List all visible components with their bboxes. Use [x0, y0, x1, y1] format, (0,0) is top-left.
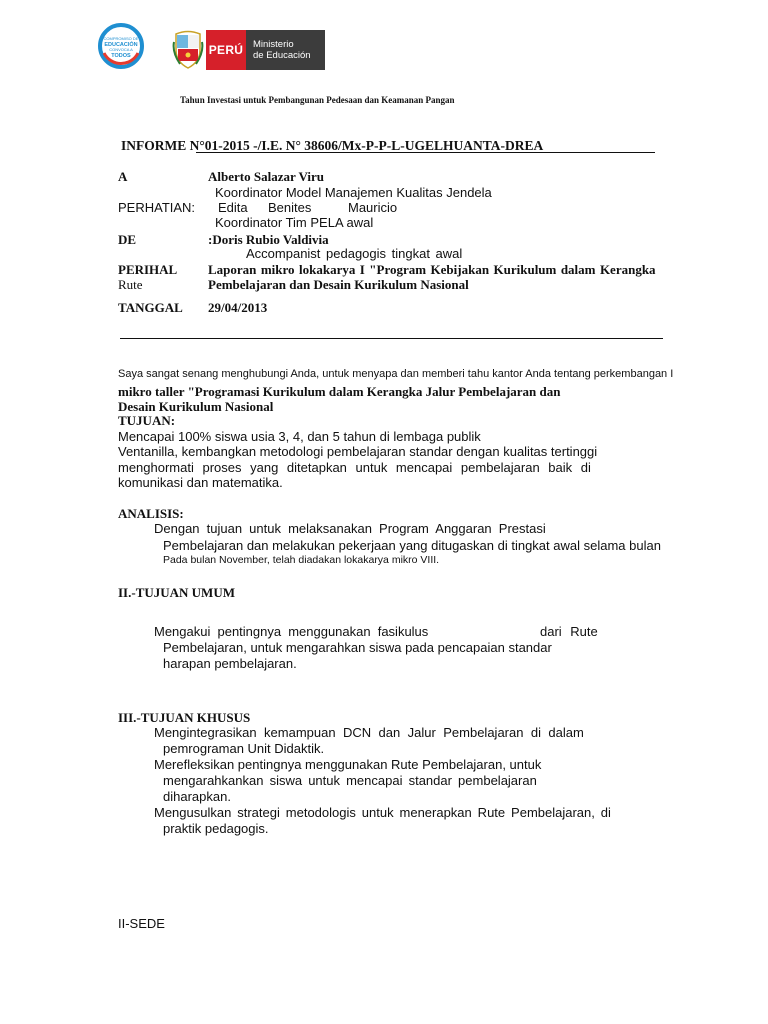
campaign-logo-line4: TODOS — [111, 53, 131, 59]
specific-line-2c: diharapkan. — [163, 789, 231, 804]
ministry-line-2: de Educación — [253, 50, 311, 61]
title-underline — [196, 152, 655, 153]
header-divider — [120, 338, 663, 339]
subject-line-1: Laporan mikro lokakarya I "Program Kebijakan Kurikulum dalam Kerangka — [208, 262, 656, 277]
campaign-logo-line2: EDUCACIÓN — [104, 42, 138, 48]
campaign-logo-line1: COMPROMISO DE — [103, 36, 139, 41]
attn-label: PERHATIAN: — [118, 200, 196, 215]
subject-line-2: Pembelajaran dan Desain Kurikulum Nasional — [208, 277, 469, 292]
coat-of-arms-icon — [172, 30, 204, 70]
specific-line-2a: Merefleksikan pentingnya menggunakan Rute Pembelajaran, untuk — [154, 757, 542, 772]
ministry-label — [246, 30, 325, 70]
subject-label-2: Rute — [118, 277, 143, 292]
ministry-line-1: Ministerio — [253, 39, 294, 50]
workshop-line-2: Desain Kurikulum Nasional — [118, 399, 274, 414]
year-motto: Tahun Investasi untuk Pembangunan Pedesaan dan Keamanan Pangan — [180, 95, 455, 105]
general-objective-heading: II.-TUJUAN UMUM — [118, 585, 235, 600]
from-label: DE — [118, 232, 137, 247]
general-line-1a: Mengakui pentingnya menggunakan fasikulus — [154, 624, 429, 639]
workshop-line-1: mikro taller "Programasi Kurikulum dalam Kerangka Jalur Pembelajaran dan — [118, 384, 561, 399]
specific-line-2b: mengarahkankan siswa untuk mencapai standar pembelajaran — [163, 773, 537, 788]
peru-label: PERÚ — [206, 30, 246, 70]
date-value: 29/04/2013 — [208, 300, 268, 315]
to-role: Koordinator Model Manajemen Kualitas Jendela — [215, 185, 492, 200]
campaign-logo — [98, 23, 144, 69]
date-label: TANGGAL — [118, 300, 183, 315]
specific-line-3a: Mengusulkan strategi metodologis untuk menerapkan Rute Pembelajaran, di — [154, 805, 611, 820]
analysis-line-1: Dengan tujuan untuk melaksanakan Program Anggaran Prestasi — [154, 521, 546, 536]
intro-text: Saya sangat senang menghubungi Anda, untuk menyapa dan memberi tahu kantor Anda tentang perkembangan I — [118, 368, 674, 380]
to-label: A — [118, 169, 128, 184]
campaign-logo-line3: CONVOCA A — [109, 47, 133, 52]
from-role: Accompanist pedagogis tingkat awal — [246, 246, 463, 261]
specific-line-3b: praktik pedagogis. — [163, 821, 269, 836]
purpose-line-2: Ventanilla, kembangkan metodologi pembelajaran standar dengan kualitas tertinggi — [118, 444, 598, 459]
general-line-1b: dari Rute — [540, 624, 598, 639]
attn-last-name: Mauricio — [348, 200, 398, 215]
attn-middle-name: Benites — [268, 200, 312, 215]
purpose-heading: TUJUAN: — [118, 413, 176, 428]
analysis-heading: ANALISIS: — [118, 506, 184, 521]
general-line-3: harapan pembelajaran. — [163, 656, 297, 671]
purpose-line-3: menghormati proses yang ditetapkan untuk mencapai pembelajaran baik di — [118, 460, 591, 475]
attn-first-name: Edita — [218, 200, 248, 215]
to-name: Alberto Salazar Viru — [208, 169, 325, 184]
attn-role: Koordinator Tim PELA awal — [215, 215, 374, 230]
memo-title: INFORME N°01-2015 -/I.E. N° 38606/Mx-P-P-L-UGELHUANTA-DREA — [121, 138, 544, 153]
ministry-logo — [172, 30, 325, 70]
analysis-line-3: Pada bulan November, telah diadakan lokakarya mikro VIII. — [163, 554, 440, 566]
footer-label: II-SEDE — [118, 916, 165, 931]
purpose-line-1: Mencapai 100% siswa usia 3, 4, dan 5 tahun di lembaga publik — [118, 429, 481, 444]
subject-label-1: PERIHAL — [118, 262, 178, 277]
from-name: :Doris Rubio Valdivia — [208, 232, 329, 247]
purpose-line-4: komunikasi dan matematika. — [118, 475, 283, 490]
analysis-line-2: Pembelajaran dan melakukan pekerjaan yang ditugaskan di tingkat awal selama bulan — [163, 538, 661, 553]
general-line-2: Pembelajaran, untuk mengarahkan siswa pada pencapaian standar — [163, 640, 552, 655]
specific-line-1b: pemrograman Unit Didaktik. — [163, 741, 325, 756]
specific-objectives-heading: III.-TUJUAN KHUSUS — [118, 710, 251, 725]
specific-line-1a: Mengintegrasikan kemampuan DCN dan Jalur Pembelajaran di dalam — [154, 725, 584, 740]
